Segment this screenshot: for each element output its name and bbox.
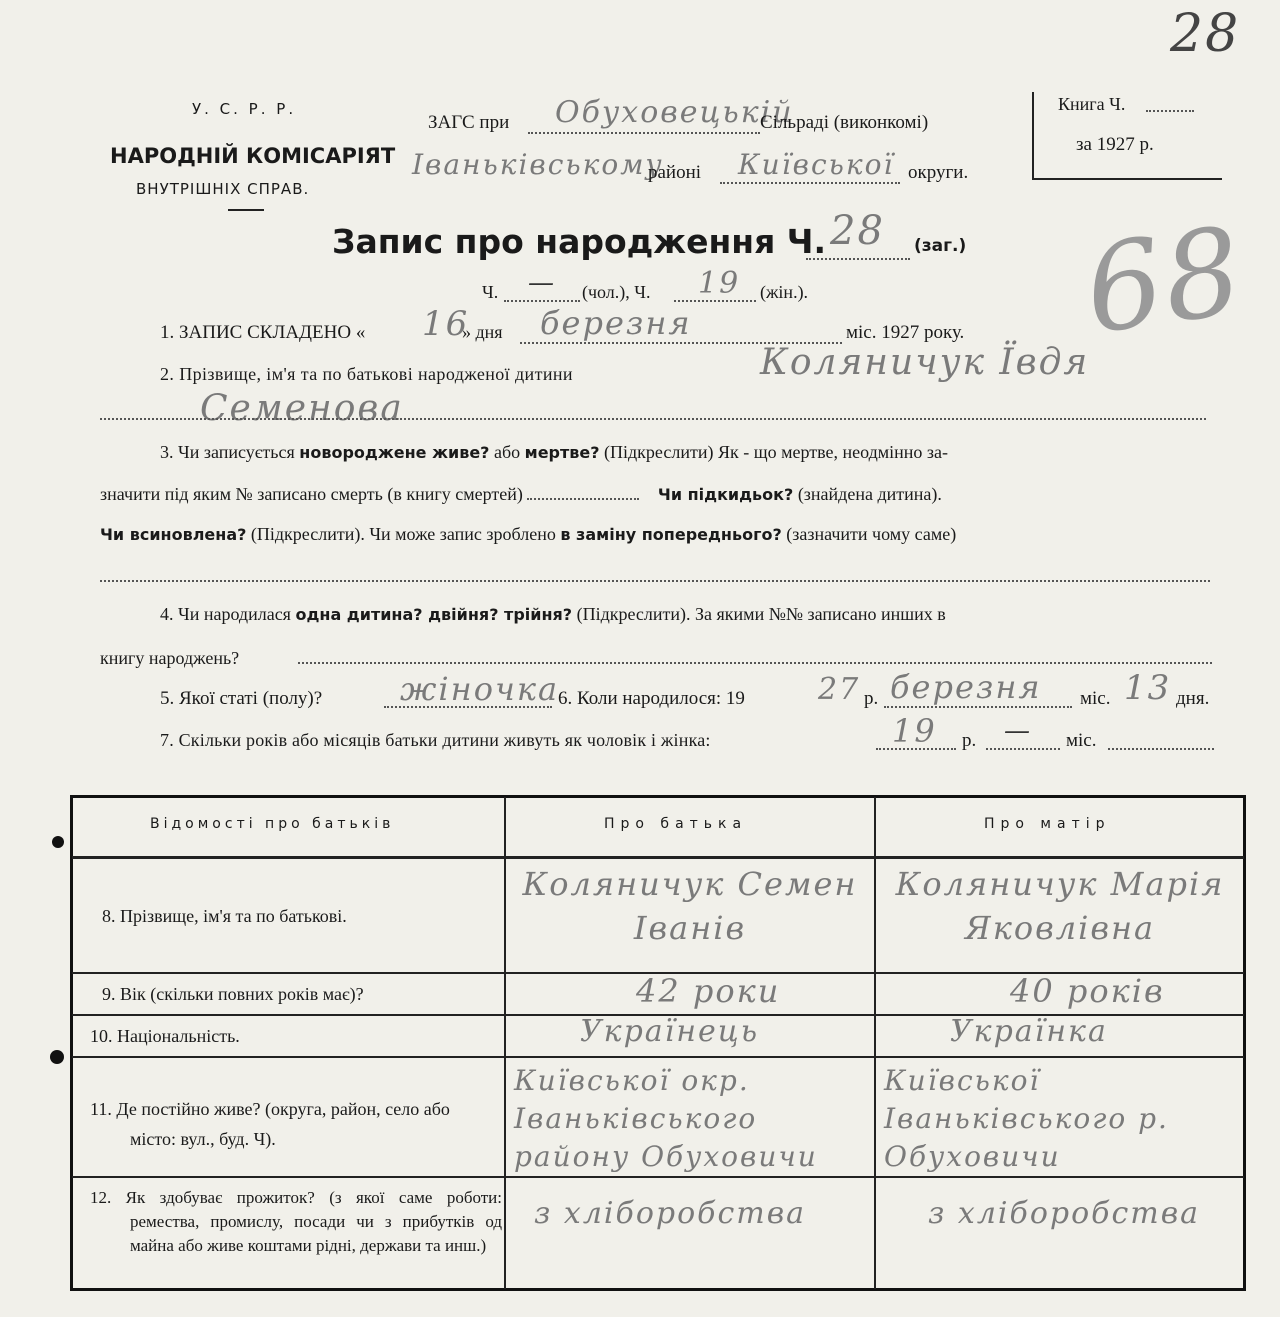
female-label: (жін.).	[760, 282, 809, 302]
row8-mother: Коляничук Марія Яковлівна	[895, 865, 1225, 947]
row12-mother: з хліборобства	[928, 1196, 1201, 1231]
table-col-divider-1	[504, 797, 506, 1289]
item7-months-suffix: міс.	[1066, 730, 1097, 751]
item4-text-a: 4. Чи народилася	[160, 604, 291, 624]
item6-year-suffix: р.	[864, 688, 879, 709]
binding-hole-mark	[52, 836, 64, 848]
item3-adopted: Чи всиновлена?	[100, 525, 247, 544]
item4-line	[298, 662, 1212, 664]
male-count-line	[504, 300, 580, 302]
male-count: —	[528, 268, 556, 298]
commissariat-label: НАРОДНІЙ КОМІСАРІЯТ	[110, 144, 396, 168]
item3-foundling: Чи підкидьок?	[657, 485, 794, 504]
item3-text-e: (Підкреслити) Як - що мертве, неодмінно за-	[604, 442, 948, 462]
binding-hole-mark	[50, 1050, 64, 1064]
item3-replacement: в заміну попереднього?	[560, 525, 782, 544]
item3-line1	[160, 442, 948, 463]
item3-foundling-note: (знайдена дитина).	[797, 484, 942, 504]
item4-multiplicity: одна дитина? двійня? трійня?	[295, 605, 573, 624]
row9-father: 42 роки	[636, 972, 781, 1010]
item5-label: 5. Якої статі (полу)?	[160, 688, 323, 709]
item1-day: 16	[422, 304, 470, 344]
table-header-info: Відомості про батьків	[150, 816, 395, 832]
republic-label: У. С. Р. Р.	[192, 100, 297, 118]
item1-suffix: міс. 1927 року.	[846, 322, 965, 343]
book-label: Книга Ч.	[1058, 94, 1126, 114]
row9-mother: 40 років	[1010, 972, 1165, 1010]
row10-father: Українець	[580, 1014, 760, 1049]
item1-label: 1. ЗАПИС СКЛАДЕНО «	[160, 322, 366, 343]
council-handwritten: Обуховецькій	[555, 95, 794, 130]
item2-label: 2. Прізвище, ім'я та по батькові народженої дитини	[160, 364, 573, 384]
item6-day-suffix: дня.	[1176, 688, 1210, 709]
zags-prefix: ЗАГС при	[428, 112, 510, 133]
header-divider	[228, 209, 264, 211]
female-count-line	[674, 300, 756, 302]
female-count: 19	[698, 266, 741, 301]
item5-line	[384, 706, 552, 708]
item7-months: —	[1004, 716, 1032, 746]
record-number-line	[806, 258, 910, 260]
total-label: (заг.)	[914, 236, 967, 256]
row12-label: 12. Як здобуває прожиток? (з якої саме роботи: ремества, промислу, посади чи з прибутків од майна або живе коштами рідні, держави та инш.)	[90, 1188, 502, 1255]
okrug-line	[720, 182, 900, 184]
table-row-divider-4	[72, 1176, 1244, 1178]
corner-page-number: 28	[1170, 4, 1241, 64]
item7-tail-line	[1108, 748, 1214, 750]
item4-line2: книгу народжень?	[100, 648, 240, 668]
item7-months-line	[986, 748, 1060, 750]
department-label: ВНУТРІШНІХ СПРАВ.	[136, 180, 310, 198]
item1-day-suffix: » дня	[462, 322, 503, 342]
table-header-divider	[72, 856, 1244, 859]
item3-text-a: 3. Чи записується	[160, 442, 295, 462]
table-col-divider-2	[874, 797, 876, 1289]
row8-label: 8. Прізвище, ім'я та по батькові.	[102, 906, 347, 926]
item6-year: 27	[818, 672, 861, 707]
table-header-father: Про батька	[604, 816, 748, 832]
item6-month-line	[884, 706, 1072, 708]
council-line	[528, 132, 760, 134]
record-number: 28	[830, 208, 885, 254]
row10-label: 10. Національність.	[90, 1026, 240, 1046]
ch-label: Ч.	[482, 282, 499, 302]
item6-label: 6. Коли народилося: 19	[558, 688, 745, 709]
okrug-label: округи.	[908, 162, 969, 183]
male-label: (чол.), Ч.	[582, 282, 651, 302]
item6-month: березня	[890, 668, 1042, 706]
district-label: районі	[648, 162, 702, 183]
item6-day: 13	[1124, 668, 1172, 708]
row10-mother: Українка	[950, 1014, 1108, 1049]
district-handwritten: Іваньківському	[412, 148, 664, 181]
row11-mother: Київської Іваньківського р. Обуховичи	[884, 1064, 1169, 1173]
item3-dead: мертве?	[524, 443, 600, 462]
item3-line2	[100, 484, 942, 505]
item2-value-line2: Семенова	[200, 388, 404, 429]
item7-years: 19	[892, 712, 937, 750]
item3-line3	[100, 524, 956, 545]
item4-text-c: (Підкреслити). За якими №№ записано инших в	[576, 604, 946, 624]
okrug-handwritten: Київської	[738, 148, 895, 181]
item3-text-c: або	[493, 442, 521, 462]
item3-text-b: (Підкреслити). Чи може запис зроблено	[250, 524, 556, 544]
book-year: за 1927 р.	[1076, 134, 1154, 155]
row8-father: Коляничук Семен Іванів	[522, 865, 858, 947]
book-box-bottom	[1032, 178, 1222, 180]
item3-text-d: (зазначити чому саме)	[786, 524, 957, 544]
item2-line	[100, 418, 1206, 420]
margin-note: 68	[1077, 201, 1252, 362]
item3-line	[100, 580, 1210, 582]
item3-death-ref: значити під яким № записано смерть (в книгу смертей)	[100, 484, 523, 504]
record-title: Запис про народження Ч.	[332, 222, 826, 261]
row9-label: 9. Вік (скільки повних років має)?	[102, 984, 364, 1004]
table-header-mother: Про матір	[984, 816, 1111, 832]
item7-label: 7. Скільки років або місяців батьки дитини живуть як чоловік і жінка:	[160, 730, 711, 750]
item4-line1	[160, 604, 946, 625]
table-row-divider-3	[72, 1056, 1244, 1058]
item2-value-line1: Коляничук Ївдя	[760, 342, 1090, 383]
council-suffix: Сільраді (виконкомі)	[760, 112, 929, 133]
item7-years-line	[876, 748, 956, 750]
item6-month-suffix: міс.	[1080, 688, 1111, 709]
row11-father: Київської окр. Іваньківського району Обуховичи	[514, 1064, 818, 1173]
item5-value: жіночка	[400, 670, 560, 708]
row12-father: з хліборобства	[534, 1196, 807, 1231]
book-box-left	[1032, 92, 1034, 180]
item3-alive: новороджене живе?	[299, 443, 490, 462]
book-number-line	[1146, 110, 1194, 112]
row11-label: 11. Де постійно живе? (округа, район, село або місто: вул., буд. Ч).	[90, 1099, 450, 1149]
item7-years-suffix: р.	[962, 730, 977, 751]
item1-month: березня	[540, 304, 692, 342]
